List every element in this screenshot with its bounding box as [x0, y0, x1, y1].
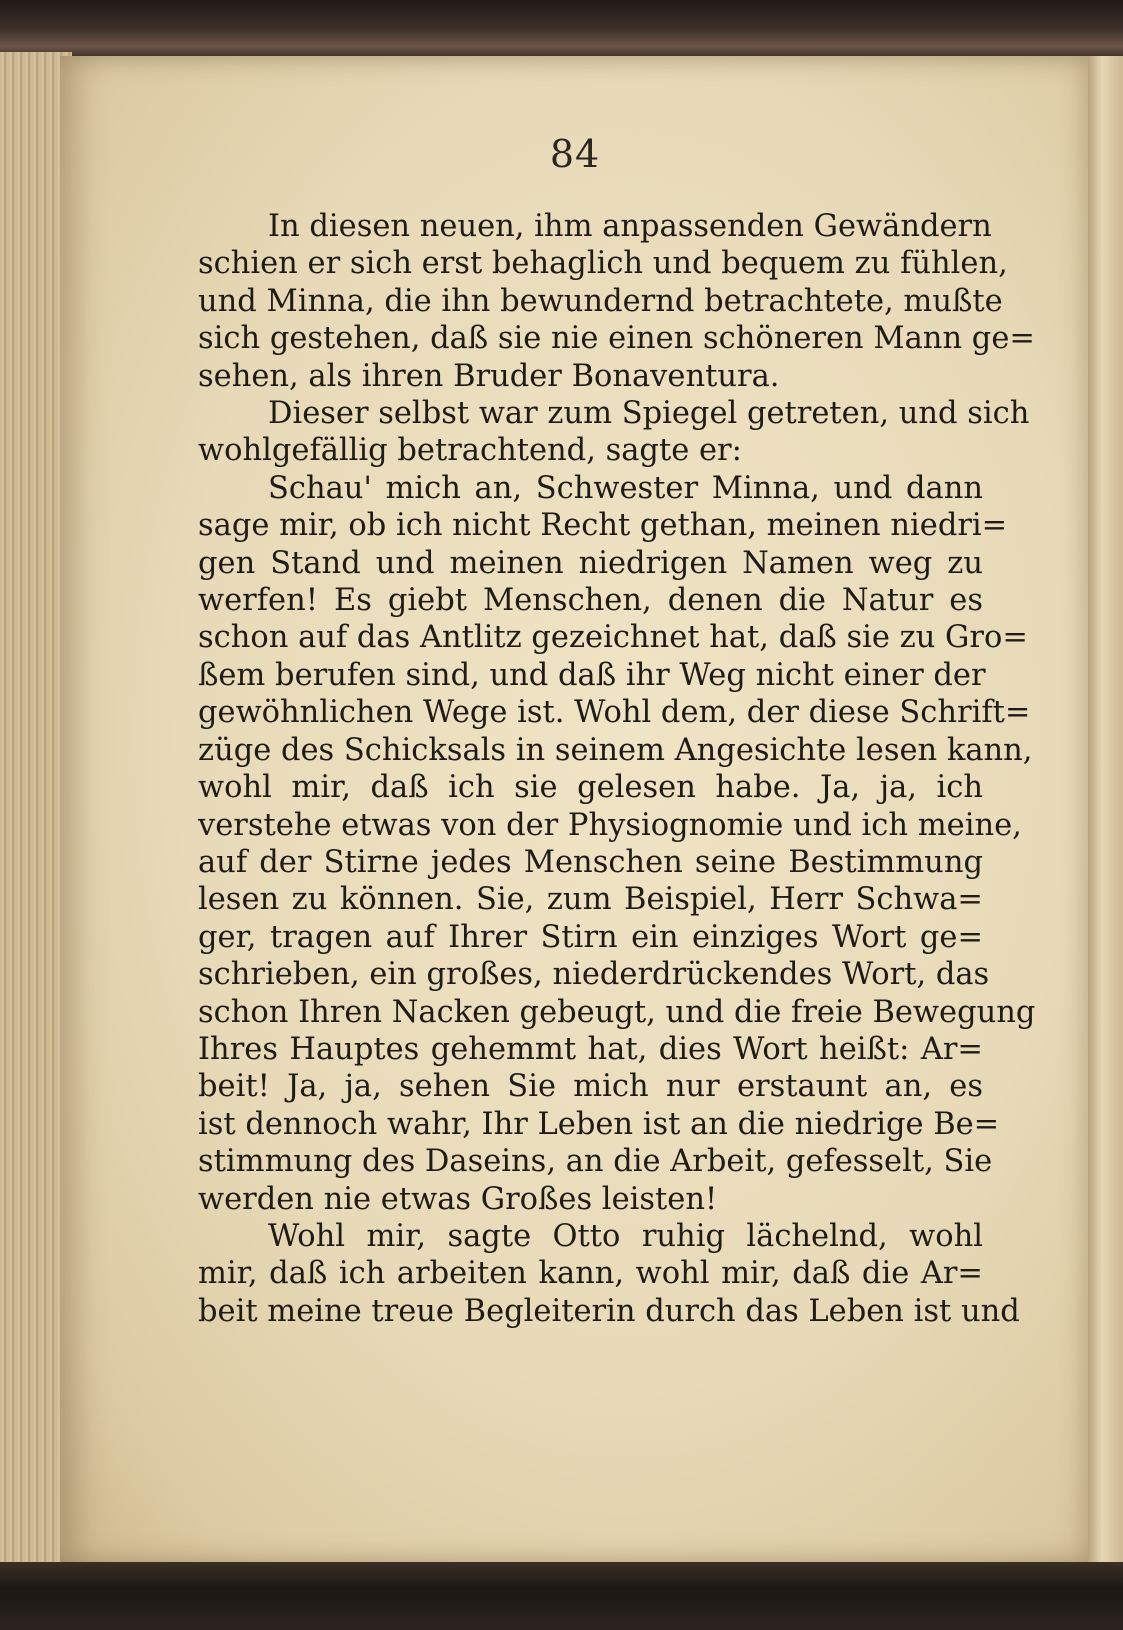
text-line: werfen! Es giebt Menschen, denen die Natur es [198, 583, 983, 619]
text-line: wohlgefällig betrachtend, sagte er: [198, 433, 742, 469]
text-line: Schau' mich an, Schwester Minna, und dann [268, 470, 983, 506]
text-line: Ihres Hauptes gehemmt hat, dies Wort heißt: Ar= [198, 1031, 983, 1067]
page-edge-right [1088, 56, 1123, 1564]
text-line: sich gestehen, daß sie nie einen schöneren Mann ge= [198, 321, 1035, 357]
text-line: ßem berufen sind, und daß ihr Weg nicht einer der [198, 657, 986, 693]
text-line: züge des Schicksals in seinem Angesichte lesen kann, [198, 732, 1033, 768]
body-text [198, 208, 1036, 1330]
text-line: verstehe etwas von der Physiognomie und ich meine, [198, 807, 1022, 843]
text-line: sehen, als ihren Bruder Bonaventura. [198, 358, 780, 394]
text-line: auf der Stirne jedes Menschen seine Bestimmung [198, 844, 983, 880]
text-line: schien er sich erst behaglich und bequem zu fühlen, [198, 246, 1008, 282]
book-page [60, 56, 1090, 1564]
text-line: sage mir, ob ich nicht Recht gethan, meinen niedri= [198, 508, 1008, 544]
book-top-edge [0, 0, 1123, 62]
text-line: Wohl mir, sagte Otto ruhig lächelnd, wohl [268, 1218, 983, 1254]
text-line: schrieben, ein großes, niederdrückendes Wort, das [198, 957, 990, 993]
text-line: ist dennoch wahr, Ihr Leben ist an die niedrige Be= [198, 1106, 1000, 1142]
text-line: Dieser selbst war zum Spiegel getreten, und sich [268, 396, 1030, 432]
page-number: 84 [549, 132, 601, 176]
text-line: beit! Ja, ja, sehen Sie mich nur erstaunt an, es [198, 1069, 983, 1105]
text-line: wohl mir, daß ich sie gelesen habe. Ja, ja, ich [198, 770, 983, 806]
text-line: lesen zu können. Sie, zum Beispiel, Herr Schwa= [198, 882, 983, 918]
text-line: stimmung des Daseins, an die Arbeit, gefesselt, Sie [198, 1144, 993, 1180]
text-line: gen Stand und meinen niedrigen Namen weg zu [198, 545, 983, 581]
text-line: beit meine treue Begleiterin durch das Leben ist und [198, 1293, 1020, 1329]
text-line: mir, daß ich arbeiten kann, wohl mir, daß die Ar= [198, 1256, 983, 1292]
text-line: ger, tragen auf Ihrer Stirn ein einziges Wort ge= [198, 919, 983, 955]
text-line: werden nie etwas Großes leisten! [198, 1181, 718, 1217]
text-line: gewöhnlichen Wege ist. Wohl dem, der diese Schrift= [198, 695, 1031, 731]
text-line: und Minna, die ihn bewundernd betrachtete, mußte [198, 283, 1003, 319]
book-bottom-edge [0, 1562, 1123, 1630]
text-line: schon auf das Antlitz gezeichnet hat, daß sie zu Gro= [198, 620, 1028, 656]
text-line: schon Ihren Nacken gebeugt, und die freie Bewegung [198, 994, 1036, 1030]
text-line: In diesen neuen, ihm anpassenden Gewändern [268, 209, 992, 244]
